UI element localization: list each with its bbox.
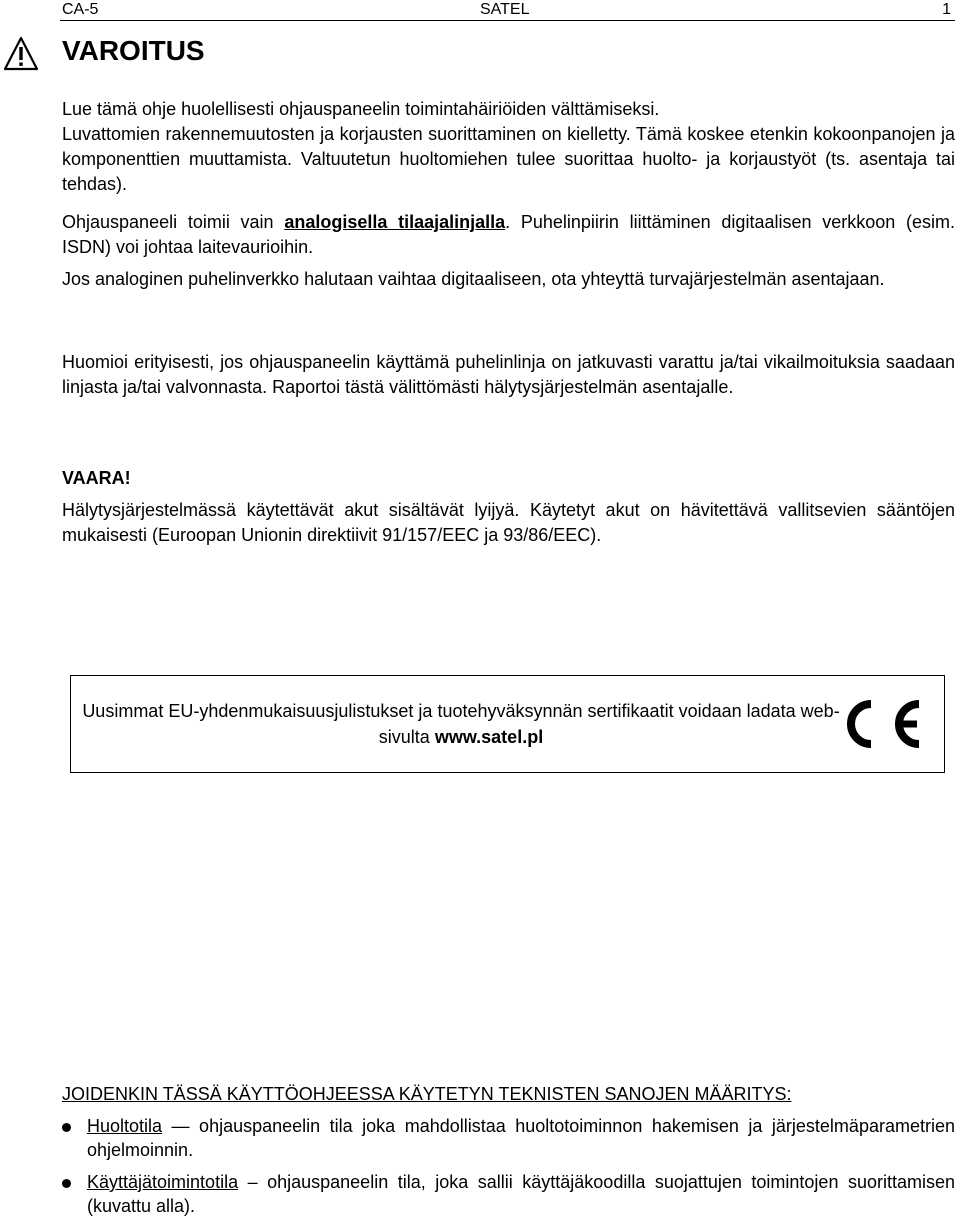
definitions-title: JOIDENKIN TÄSSÄ KÄYTTÖOHJEESSA KÄYTETYN TEKNISTEN SANOJEN MÄÄRITYS: <box>62 1084 792 1104</box>
warning-paragraph-1: Lue tämä ohje huolellisesti ohjauspaneelin toimintahäiriöiden välttämiseksi. <box>62 99 660 119</box>
ce-mark-icon <box>831 690 931 758</box>
page-number: 1 <box>942 1 951 18</box>
page-header <box>60 0 955 21</box>
ce-notice-body: Uusimmat EU-yhdenmukaisuusjulistukset ja tuotehyväksynnän sertifikaatit voidaan ladata web-sivulta <box>82 701 840 747</box>
warning-paragraph-2: Luvattomien rakennemuutosten ja korjausten suorittaminen on kielletty. Tämä koskee etenkin kokoonpanojen ja komponenttien muuttamista. Valtuutetun huoltomiehen tulee suorittaa huolto- ja korjaustyöt (ts. asentaja tai tehdas). <box>62 124 955 194</box>
doc-code: CA-5 <box>62 1 99 18</box>
ce-notice-text <box>71 698 851 750</box>
definition-term: Huoltotila <box>87 1116 163 1136</box>
brand-name: SATEL <box>480 1 530 18</box>
ce-notice-box <box>70 675 945 773</box>
bullet-icon <box>62 1123 71 1132</box>
analog-line-emphasis: analogisella tilaajalinjalla <box>284 212 506 232</box>
p3-end: . Puhelinpiirin liittäminen digitaalisen verkkoon (esim. ISDN) voi johtaa laitevaurioihin. <box>62 212 955 257</box>
p3-start: Ohjauspaneeli toimii vain <box>62 212 285 232</box>
definition-item <box>62 1170 955 1220</box>
website-link[interactable]: www.satel.pl <box>434 727 544 747</box>
definition-text <box>87 1114 955 1162</box>
definition-term: Käyttäjätoimintotila <box>87 1172 239 1192</box>
warning-paragraph-4: Jos analoginen puhelinverkko halutaan vaihtaa digitaaliseen, ota yhteyttä turvajärjestelmän asentajaan. <box>62 269 885 289</box>
bullet-icon <box>62 1179 71 1188</box>
danger-text: Hälytysjärjestelmässä käytettävät akut sisältävät lyijyä. Käytetyt akut on hävitettävä vallitsevien sääntöjen mukaisesti (Euroopan Unionin direktiivit 91/157/EEC ja 93/86/EEC). <box>62 500 955 545</box>
danger-title: VAARA! <box>62 468 131 488</box>
definition-item <box>62 1114 955 1164</box>
definition-desc: – ohjauspaneelin tila, joka sallii käyttäjäkoodilla suojattujen toimintojen suorittamisen (kuvattu alla). <box>87 1172 955 1216</box>
definition-desc: — ohjauspaneelin tila joka mahdollistaa huoltotoiminnon hakemisen ja järjestelmäparametrien ohjelmoinnin. <box>87 1116 955 1160</box>
definition-text <box>87 1170 955 1218</box>
warning-paragraph-3 <box>62 210 955 260</box>
warning-triangle-icon <box>3 36 39 72</box>
warning-paragraph-5: Huomioi erityisesti, jos ohjauspaneelin käyttämä puhelinlinja on jatkuvasti varattu ja/tai vikailmoituksia saadaan linjasta ja/tai valvonnasta. Raportoi tästä välittömästi hälytysjärjestelmän asentajalle. <box>62 352 955 397</box>
warning-title: VAROITUS <box>62 35 205 66</box>
